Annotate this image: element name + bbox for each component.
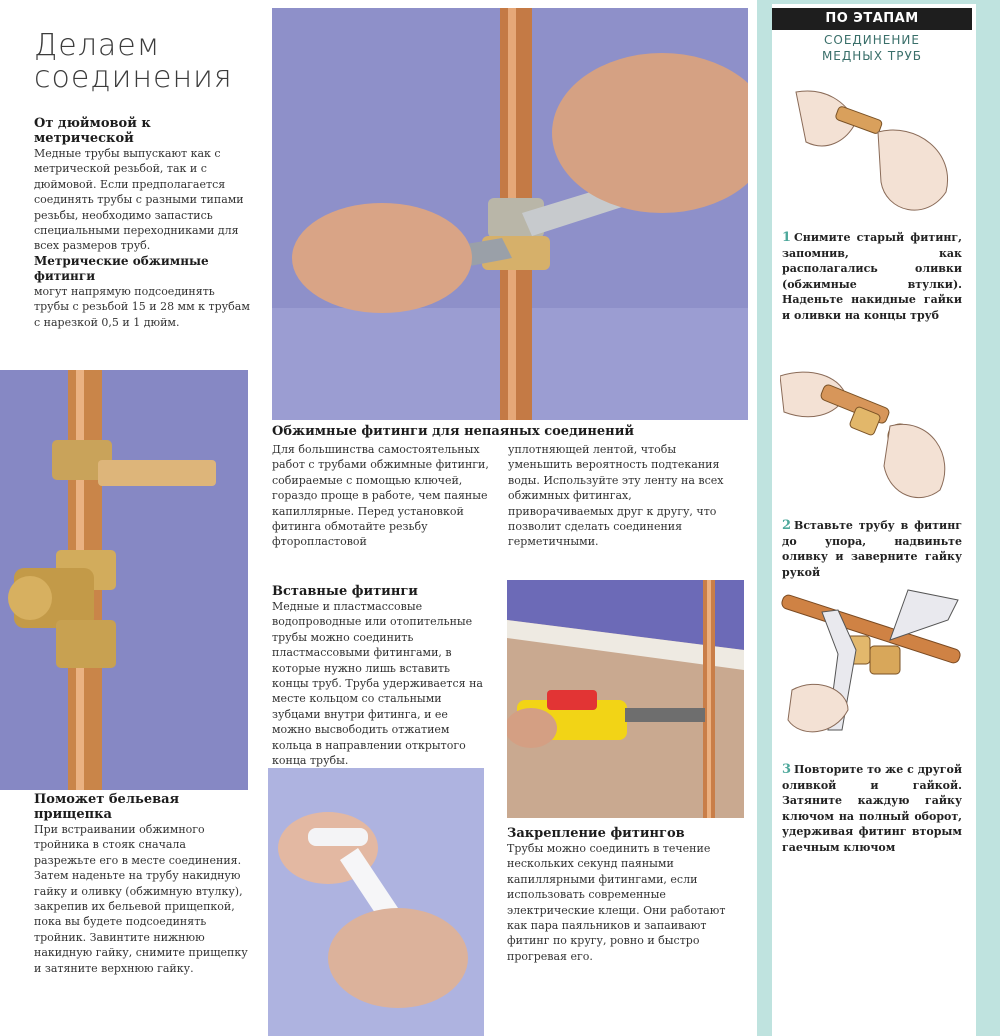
fixing-text: Трубы можно соединить в течение нескольких секунд паяными капиллярными фитингами, если использовать современные электрические клещи. Они работают как пара паяльников и запаивают фитинг по кругу, ровно и быстро прогревая его. [507,842,726,963]
step-3-illustration [778,580,964,750]
step-2-illustration [780,366,960,506]
pushfit-hand-photo [268,768,484,1036]
compression-text-col2: уплотняющей лентой, чтобы уменьшить вероятность подтекания воды. Используйте эту ленту на всех обжимных фитингах, приворачиваемых друг к другу, что позволит сделать соединения герметичными. [508,443,724,549]
wrench-photo [272,8,748,420]
step-3: 3 Повторите то же с другой оливкой и гайкой. Затяните каждую гайку ключом на полный оборот, удерживая фитинг вторым гаечным ключом [782,762,962,854]
page-title: Делаем соединения [34,28,233,95]
intro-heading: От дюймовой к метрической [34,116,151,146]
step-by-step-badge: ПО ЭТАПАМ [772,8,972,30]
fixing-heading: Закрепление фитингов [507,826,685,841]
step-1-illustration [786,82,966,222]
intro-text: Медные трубы выпускают как с метрической резьбой, так и с дюймовой. Если предполагается соединять трубы с разными типами резьбы, необходимо запастись специальными переходниками для всех размеров труб. [34,147,244,253]
clothespin-heading: Поможет бельевая прищепка [34,792,180,822]
compression-heading: Обжимные фитинги для непаяных соединений [272,424,634,439]
step-2: 2 Вставьте трубу в фитинг до упора, надвиньте оливку и заверните гайку рукой [782,518,962,579]
electric-pliers-photo [507,580,744,818]
intro-section [34,116,250,330]
clothespin-section [34,792,248,976]
compression-text-col1: Для большинства самостоятельных работ с трубами обжимные фитинги, собираемые с помощью ключей, гораздо проще в работе, чем паяные капиллярные. Перед установкой фитинга обмотайте резьбу фторопластовой [272,443,489,549]
clothespin-text: При встраивании обжимного тройника в стояк сначала разрежьте его в месте соединения. Затем наденьте на трубу накидную гайку и оливку (обжимную втулку), закрепив их бельевой прищепкой, пока вы будете подсоединять тройник. Завинтите нижнюю накидную гайку, снимите прищепку и затяните верхнюю гайку. [34,823,248,975]
step-1: 1 Снимите старый фитинг, запомнив, как располагались оливки (обжимные втулки). Наденьте накидные гайки и оливки на концы труб [782,230,962,322]
pushfit-text: Медные и пластмассовые водопроводные или отопительные трубы можно соединить пластмассовыми фитингами, в которые нужно лишь вставить концы труб. Труба удерживается на месте кольцом со стальными зубцами внутри фитинга, и ее можно высвободить отжатием кольца в направлении открытого конца трубы. [272,600,483,768]
pushfit-heading: Вставные фитинги [272,584,418,599]
fixing-section [507,826,735,964]
sidebar-subtitle: СОЕДИНЕНИЕ МЕДНЫХ ТРУБ [821,33,923,63]
intro-subtext: могут напрямую подсоединять трубы с резьбой 15 и 28 мм к трубам с нарезкой 0,5 и 1 дюйм. [34,284,250,329]
clothespin-tee-photo [0,370,248,790]
intro-subheading: Метрические обжимные фитинги [34,253,209,283]
pushfit-section [272,584,490,768]
